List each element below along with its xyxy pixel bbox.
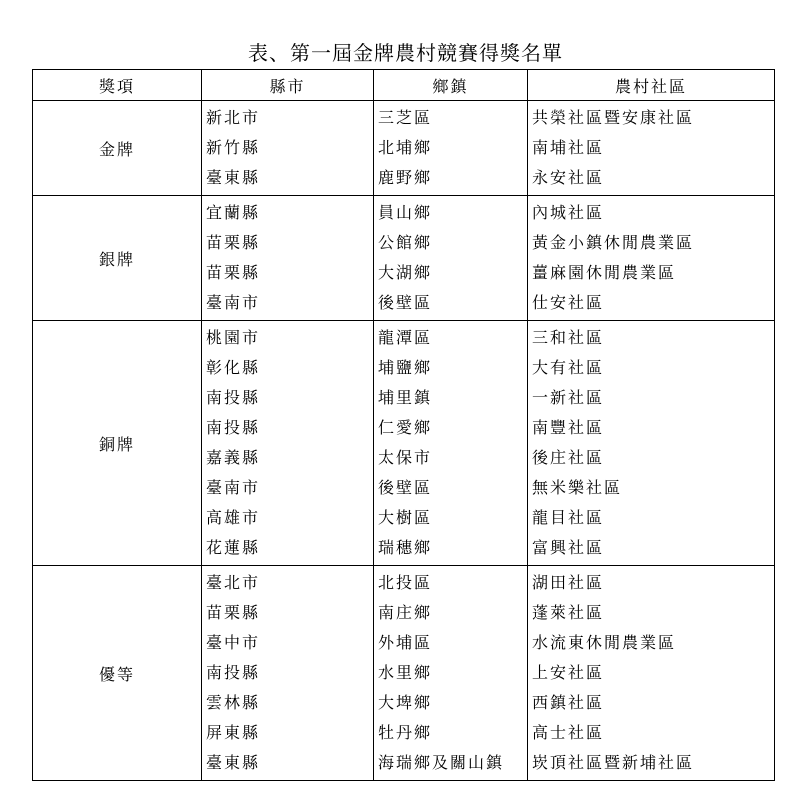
award-cell: 銀牌 [33, 196, 202, 321]
county-name: 嘉義縣 [206, 448, 261, 467]
header-award: 獎項 [33, 70, 202, 101]
community-name: 南埔社區 [532, 138, 605, 157]
town-name: 龍潭區 [378, 328, 433, 347]
community-cell [528, 321, 775, 566]
community-name: 上安社區 [532, 663, 605, 682]
community-cell [528, 566, 775, 781]
county-name: 臺東縣 [206, 168, 261, 187]
community-name: 後庄社區 [532, 448, 605, 467]
award-cell: 金牌 [33, 101, 202, 196]
community-name: 永安社區 [532, 168, 605, 187]
community-name: 高士社區 [532, 723, 605, 742]
community-name: 龍目社區 [532, 508, 605, 527]
county-name: 臺北市 [206, 573, 261, 592]
community-name: 薑麻園休閒農業區 [532, 263, 677, 282]
community-name: 無米樂社區 [532, 478, 623, 497]
town-name: 鹿野鄉 [378, 168, 433, 187]
county-cell [202, 321, 374, 566]
community-name: 共榮社區暨安康社區 [532, 108, 695, 127]
town-cell [374, 196, 528, 321]
header-county: 縣市 [202, 70, 374, 101]
award-cell: 銅牌 [33, 321, 202, 566]
community-name: 崁頂社區暨新埔社區 [532, 753, 695, 772]
table-row [33, 196, 775, 321]
county-name: 苗栗縣 [206, 263, 261, 282]
town-name: 員山鄉 [378, 203, 433, 222]
town-name: 大埤鄉 [378, 693, 433, 712]
county-cell [202, 101, 374, 196]
county-name: 南投縣 [206, 388, 261, 407]
county-name: 新北市 [206, 108, 261, 127]
county-name: 臺南市 [206, 293, 261, 312]
community-name: 黃金小鎮休閒農業區 [532, 233, 695, 252]
county-name: 南投縣 [206, 663, 261, 682]
community-name: 蓬萊社區 [532, 603, 605, 622]
table-row [33, 566, 775, 781]
document-title: 表、第一屆金牌農村競賽得獎名單 [248, 41, 563, 65]
town-name: 埔里鎮 [378, 388, 433, 407]
community-name: 內城社區 [532, 203, 605, 222]
town-cell [374, 566, 528, 781]
community-name: 富興社區 [532, 538, 605, 557]
town-name: 水里鄉 [378, 663, 433, 682]
county-name: 南投縣 [206, 418, 261, 437]
county-name: 臺南市 [206, 478, 261, 497]
award-cell: 優等 [33, 566, 202, 781]
community-name: 西鎮社區 [532, 693, 605, 712]
county-name: 新竹縣 [206, 138, 261, 157]
town-name: 仁愛鄉 [378, 418, 433, 437]
county-name: 苗栗縣 [206, 233, 261, 252]
town-name: 北埔鄉 [378, 138, 433, 157]
award-table [32, 69, 775, 781]
county-name: 宜蘭縣 [206, 203, 261, 222]
county-cell [202, 566, 374, 781]
community-cell [528, 196, 775, 321]
table-body [33, 101, 775, 781]
town-name: 北投區 [378, 573, 433, 592]
town-name: 公館鄉 [378, 233, 433, 252]
county-name: 彰化縣 [206, 358, 261, 377]
town-name: 瑞穗鄉 [378, 538, 433, 557]
town-name: 後壁區 [378, 293, 433, 312]
county-name: 苗栗縣 [206, 603, 261, 622]
town-name: 太保市 [378, 448, 433, 467]
town-name: 埔鹽鄉 [378, 358, 433, 377]
town-name: 南庄鄉 [378, 603, 433, 622]
community-name: 一新社區 [532, 388, 605, 407]
town-name: 大湖鄉 [378, 263, 433, 282]
county-name: 臺中市 [206, 633, 261, 652]
county-name: 桃園市 [206, 328, 261, 347]
town-name: 牡丹鄉 [378, 723, 433, 742]
county-name: 花蓮縣 [206, 538, 261, 557]
community-name: 大有社區 [532, 358, 605, 377]
community-cell [528, 101, 775, 196]
county-name: 雲林縣 [206, 693, 261, 712]
town-name: 後壁區 [378, 478, 433, 497]
table-row [33, 101, 775, 196]
community-name: 水流東休閒農業區 [532, 633, 677, 652]
header-community: 農村社區 [528, 70, 775, 101]
town-name: 三芝區 [378, 108, 433, 127]
town-cell [374, 101, 528, 196]
county-name: 高雄市 [206, 508, 261, 527]
town-name: 海瑞鄉及關山鎮 [378, 753, 505, 772]
county-cell [202, 196, 374, 321]
county-name: 臺東縣 [206, 753, 261, 772]
town-name: 大樹區 [378, 508, 433, 527]
table-header [33, 70, 775, 101]
community-name: 湖田社區 [532, 573, 605, 592]
table-row [33, 321, 775, 566]
community-name: 仕安社區 [532, 293, 605, 312]
town-name: 外埔區 [378, 633, 433, 652]
town-cell [374, 321, 528, 566]
county-name: 屏東縣 [206, 723, 261, 742]
header-town: 鄉鎮 [374, 70, 528, 101]
community-name: 三和社區 [532, 328, 605, 347]
community-name: 南豐社區 [532, 418, 605, 437]
